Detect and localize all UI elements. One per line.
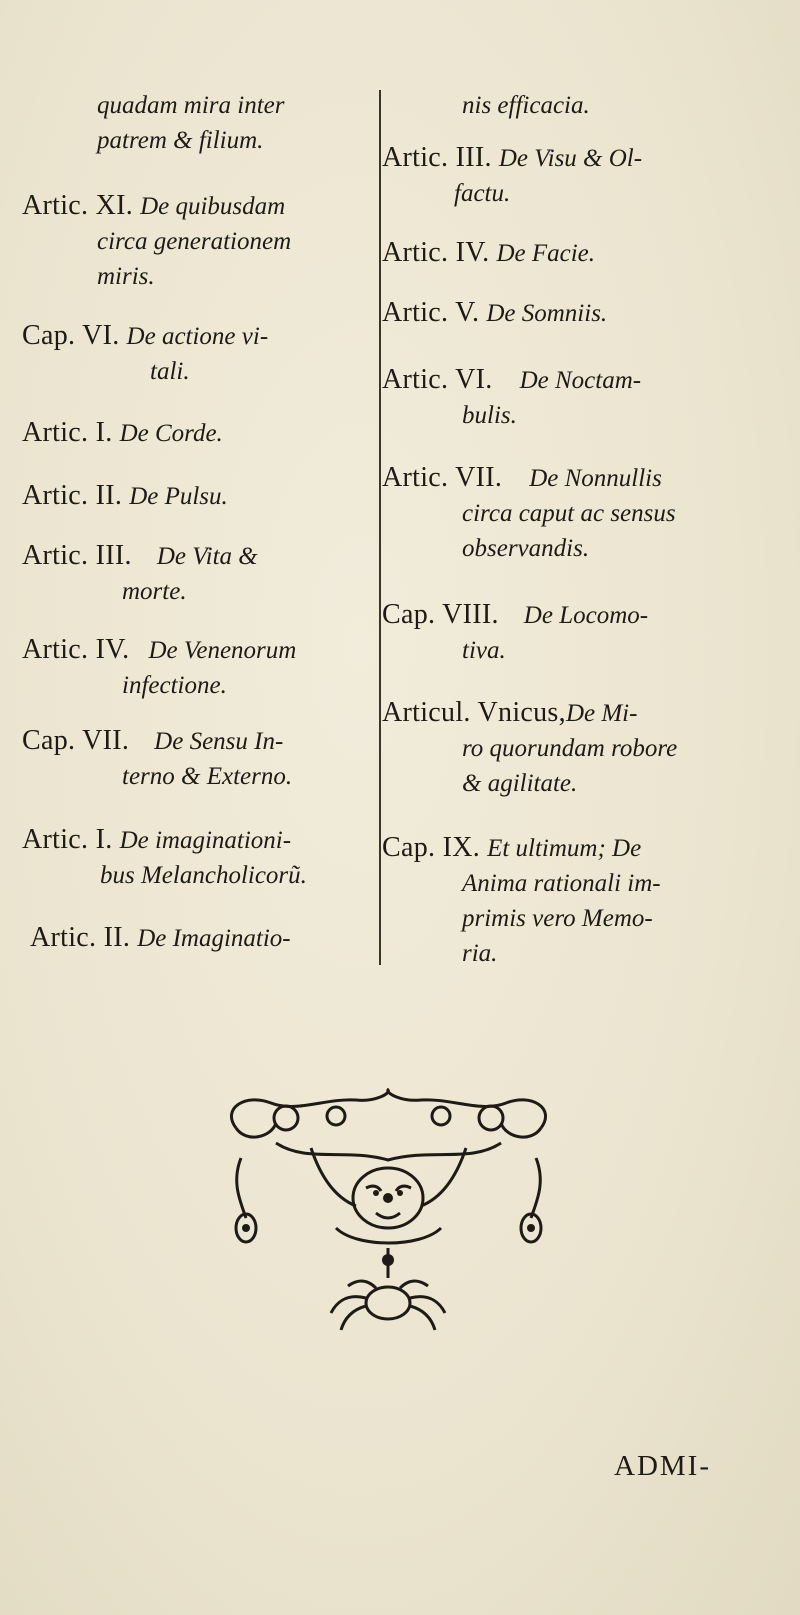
toc-entry	[382, 235, 595, 271]
toc-entry	[382, 597, 648, 668]
entry-continuation: circa caput ac sensus	[462, 500, 676, 527]
entry-label: Artic. I.	[22, 417, 113, 448]
entry-text: De Venenorum	[148, 637, 297, 664]
entry-label: Artic. II.	[22, 480, 123, 511]
entry-label: Artic. II.	[30, 922, 131, 953]
entry-label: Artic. III.	[22, 540, 132, 571]
entry-continuation: observandis.	[462, 535, 590, 562]
entry-continuation: nis efficacia.	[462, 92, 590, 119]
entry-label: Cap. VII.	[22, 725, 130, 756]
entry-label: Artic. IV.	[22, 634, 130, 665]
toc-entry	[97, 88, 285, 158]
entry-text: De Sensu In-	[154, 728, 284, 755]
entry-text: De Somniis.	[486, 300, 608, 327]
entry-label: Cap. VIII.	[382, 599, 499, 630]
entry-label: Artic. IV.	[382, 237, 490, 268]
entry-text: De Corde.	[119, 420, 223, 447]
entry-continuation: patrem & filium.	[97, 127, 264, 154]
entry-label: Artic. VII.	[382, 462, 503, 493]
entry-text: De Pulsu.	[129, 483, 228, 510]
entry-label: Cap. VI.	[22, 320, 120, 351]
entry-text: De Noctam-	[519, 367, 642, 394]
toc-entry	[22, 188, 291, 294]
toc-entry	[22, 723, 292, 794]
entry-continuation: quadam mira inter	[97, 92, 285, 119]
entry-text: De Imaginatio-	[137, 925, 291, 952]
entry-text: De Facie.	[496, 240, 596, 267]
toc-entry	[22, 822, 307, 893]
toc-entry	[22, 632, 296, 703]
toc-entry	[382, 460, 676, 566]
toc-entry	[22, 478, 228, 514]
entry-text: De quibusdam	[140, 193, 286, 220]
entry-continuation: primis vero Memo-	[462, 905, 653, 932]
entry-text: De Visu & Ol-	[498, 145, 643, 172]
entry-text: De actione vi-	[126, 323, 269, 350]
entry-continuation: Anima rationali im-	[462, 870, 661, 897]
headpiece-ornament	[216, 1088, 561, 1338]
entry-label: Artic. VI.	[382, 364, 493, 395]
entry-label: Cap. IX.	[382, 832, 481, 863]
entry-continuation: tiva.	[462, 637, 506, 664]
entry-continuation: bulis.	[462, 402, 517, 429]
toc-entry	[382, 695, 677, 801]
toc-entry	[22, 318, 268, 389]
toc-entry	[382, 295, 607, 331]
entry-text: De Locomo-	[523, 602, 649, 629]
toc-entry	[462, 88, 590, 123]
entry-continuation: ro quorundam robore	[462, 735, 678, 762]
entry-label: Artic. XI.	[22, 190, 134, 221]
entry-continuation: factu.	[454, 180, 511, 207]
entry-continuation: miris.	[97, 263, 155, 290]
entry-continuation: bus Melancholicorũ.	[100, 862, 307, 889]
entry-label: Artic. III.	[382, 142, 492, 173]
toc-entry	[30, 920, 291, 956]
toc-entry	[22, 415, 223, 451]
entry-label: Artic. V.	[382, 297, 480, 328]
entry-continuation: tali.	[150, 358, 190, 385]
toc-entry	[382, 140, 642, 211]
entry-continuation: infectione.	[122, 672, 227, 699]
catchword: ADMI-	[614, 1450, 711, 1482]
column-rule	[379, 90, 381, 965]
entry-text: De imaginationi-	[119, 827, 292, 854]
toc-entry	[382, 362, 641, 433]
toc-entry	[22, 538, 258, 609]
entry-text: Et ultimum; De	[487, 835, 642, 862]
entry-label: Articul. Vnicus,	[382, 697, 566, 728]
entry-continuation: circa generationem	[97, 228, 292, 255]
entry-text: De Vita &	[156, 543, 258, 570]
entry-continuation: terno & Externo.	[122, 763, 293, 790]
entry-label: Artic. I.	[22, 824, 113, 855]
entry-text: De Nonnullis	[529, 465, 662, 492]
entry-text: De Mi-	[565, 700, 638, 727]
entry-continuation: & agilitate.	[462, 770, 578, 797]
entry-continuation: morte.	[122, 578, 187, 605]
toc-entry	[382, 830, 661, 971]
entry-continuation: ria.	[462, 940, 498, 967]
